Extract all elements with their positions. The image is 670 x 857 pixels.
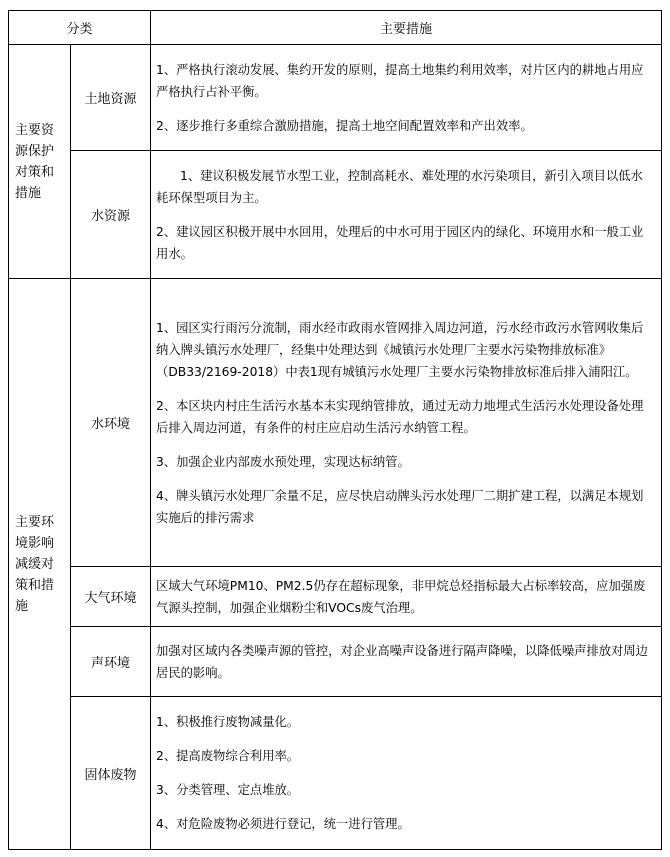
measure-paragraph: 1、建议积极发展节水型工业，控制高耗水、难处理的水污染项目，新引入项目以低水耗环保型项目为主。 [156,168,643,205]
measure-paragraph: 2、本区块内村庄生活污水基本未实现纳管排放，通过无动力地埋式生活污水处理设备处理后排入周边河道，有条件的村庄应启动生活污水纳管工程。 [156,398,644,435]
group-title-environment: 主要环境影响减缓对策和措施 [9,279,71,850]
measure-paragraph: 3、分类管理、定点堆放。 [156,783,300,797]
row-measures-water-resource [151,151,662,279]
measure-paragraph: 3、加强企业内部废水预处理，实现达标纳管。 [156,454,410,469]
table-row [9,567,662,627]
table-row [9,697,662,850]
measure-paragraph: 区域大气环境PM10、PM2.5仍存在超标现象，非甲烷总烃指标最大占标率较高，应加强废气源头控制，加强企业烟粉尘和VOCs废气治理。 [156,578,646,615]
measure-paragraph: 1、积极推行废物减量化。 [156,715,300,729]
measures-table [8,10,662,850]
row-measures-water-env [151,279,662,567]
header-category: 分类 [9,11,151,45]
header-measures: 主要措施 [151,11,662,45]
row-label-solid-waste: 固体废物 [71,697,151,850]
row-measures-solid-waste [151,697,662,850]
row-label-water-env: 水环境 [71,279,151,567]
table-row [9,45,662,151]
group-title-resources: 主要资源保护对策和措施 [9,45,71,279]
measure-paragraph: 2、建议园区积极开展中水回用，处理后的中水可用于园区内的绿化、环境用水和一般工业用水。 [156,224,644,261]
measure-paragraph: 4、牌头镇污水处理厂余量不足，应尽快启动牌头污水处理厂二期扩建工程，以满足本规划实施后的排污需求 [156,488,644,525]
measure-paragraph: 加强对区域内各类噪声源的管控，对企业高噪声设备进行隔声降噪，以降低噪声排放对周边居民的影响。 [156,643,648,680]
row-label-noise: 声环境 [71,627,151,697]
row-label-water-resource: 水资源 [71,151,151,279]
header-row [9,11,662,45]
row-label-land: 土地资源 [71,45,151,151]
measure-paragraph: 2、逐步推行多重综合激励措施，提高土地空间配置效率和产出效率。 [156,118,533,133]
table-row [9,151,662,279]
measure-paragraph: 2、提高废物综合利用率。 [156,749,300,763]
row-measures-land [151,45,662,151]
table-row [9,279,662,567]
measure-paragraph: 1、园区实行雨污分流制，雨水经市政雨水管网排入周边河道，污水经市政污水管网收集后纳入牌头镇污水处理厂，经集中处理达到《城镇污水处理厂主要水污染物排放标准》（DB33/2169-2018）中表1现有城镇污水处理厂主要水污染物排放标准后排入浦阳江。 [156,320,644,379]
row-measures-air [151,567,662,627]
measure-paragraph: 1、严格执行滚动发展、集约开发的原则，提高土地集约利用效率，对片区内的耕地占用应严格执行占补平衡。 [156,62,644,99]
table-row [9,627,662,697]
row-label-air: 大气环境 [71,567,151,627]
row-measures-noise [151,627,662,697]
measure-paragraph: 4、对危险废物必须进行登记，统一进行管理。 [156,817,410,831]
